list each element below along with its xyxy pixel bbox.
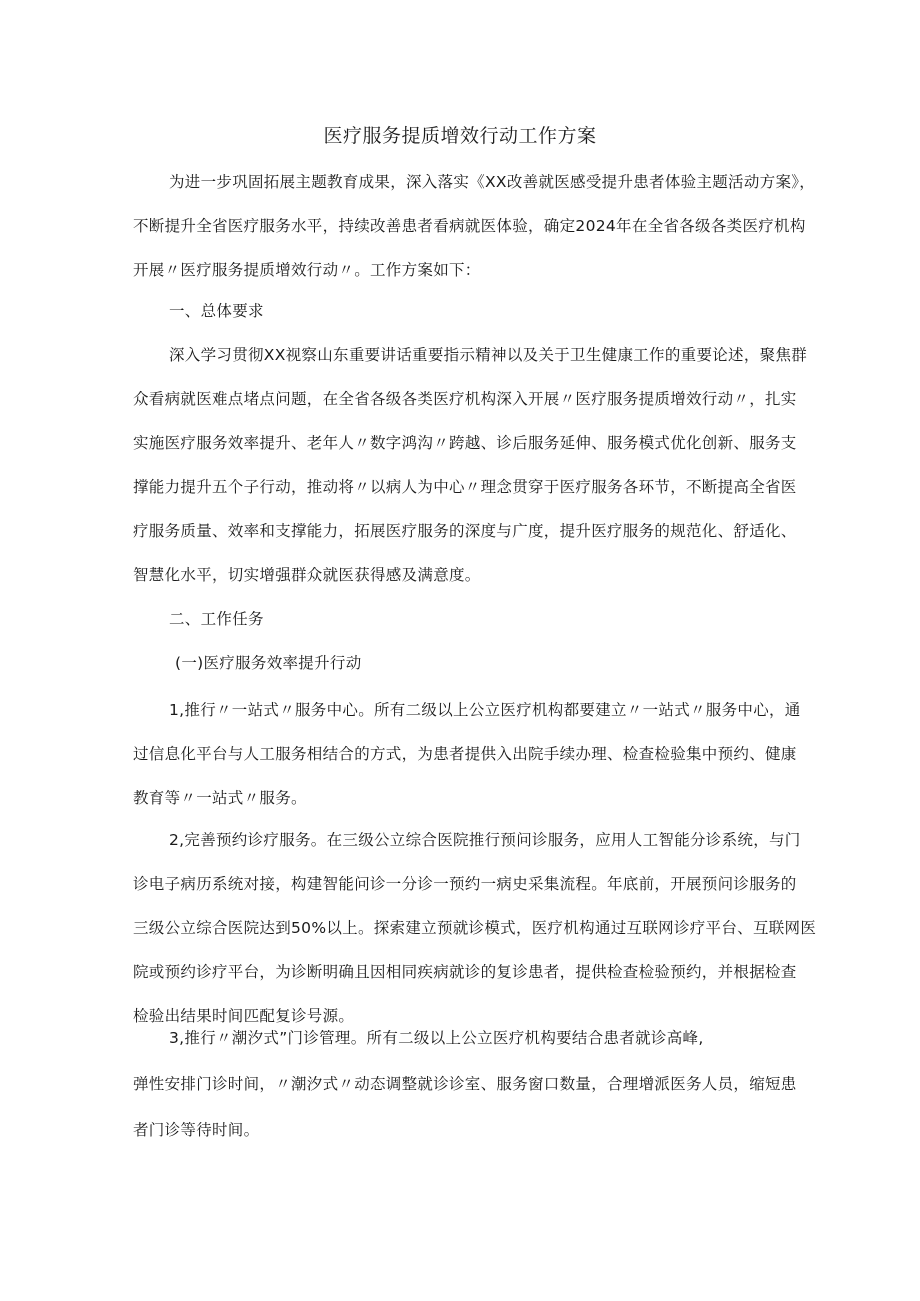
text-line: 实施医疗服务效率提升、老年人〃数字鸿沟〃跨越、诊后服务延伸、服务模式优化创新、服务支 [133,434,797,452]
item-1-paragraph [133,688,813,820]
text-line: 检验出结果时间匹配复诊号源。 [133,1007,355,1025]
text-line: 诊电子病历系统对接，构建智能问诊一分诊一预约一病史采集流程。年底前，开展预问诊服务的 [133,875,797,893]
text-line: 众看病就医难点堵点问题，在全省各级各类医疗机构深入开展〃医疗服务提质增效行动〃，扎实 [133,390,797,408]
text-line: 2,完善预约诊疗服务。在三级公立综合医院推行预问诊服务，应用人工智能分诊系统，与门 [169,831,801,849]
text-line: 疗服务质量、效率和支撑能力，拓展医疗服务的深度与广度，提升医疗服务的规范化、舒适化、 [133,522,797,540]
text-line: 智慧化水平，切实增强群众就医获得感及满意度。 [133,566,481,584]
text-line: 者门诊等待时间。 [133,1121,260,1139]
page-title: 医疗服务提质增效行动工作方案 [323,125,597,147]
item-3-paragraph [133,1016,813,1154]
text-line: 三级公立综合医院达到50%以上。探索建立预就诊模式，医疗机构通过互联网诊疗平台、互联网医 [133,919,817,937]
text-line: 院或预约诊疗平台，为诊断明确且因相同疾病就诊的复诊患者，提供检查检验预约，并根据检查 [133,963,797,981]
section-heading-general-requirements: 一、总体要求 [169,302,264,320]
text-line: 弹性安排门诊时间，〃潮汐式〃动态调整就诊诊室、服务窗口数量，合理增派医务人员，缩短患 [133,1075,797,1093]
item-2-paragraph [133,818,817,1038]
text-line: 1,推行〃一站式〃服务中心。所有二级以上公立医疗机构都要建立〃一站式〃服务中心，通 [169,701,801,719]
text-line: 3,推行〃潮汐式”门诊管理。所有二级以上公立医疗机构要结合患者就诊高峰, [169,1029,704,1047]
text-line: 教育等〃一站式〃服务。 [133,789,307,807]
section1-paragraph [133,333,813,597]
intro-paragraph [133,160,816,292]
subsection-heading-efficiency: (一)医疗服务效率提升行动 [175,654,362,672]
section-heading-work-tasks: 二、工作任务 [169,610,264,628]
text-line: 为进一步巩固拓展主题教育成果，深入落实《XX改善就医感受提升患者体验主题活动方案》， [169,173,816,191]
text-line: 开展〃医疗服务提质增效行动〃。工作方案如下： [133,261,481,279]
text-line: 过信息化平台与人工服务相结合的方式，为患者提供入出院手续办理、检查检验集中预约、健康 [133,745,797,763]
text-line: 不断提升全省医疗服务水平，持续改善患者看病就医体验，确定2024年在全省各级各类医疗机构 [133,217,806,235]
text-line: 撑能力提升五个子行动，推动将〃以病人为中心〃理念贯穿于医疗服务各环节，不断提高全省医 [133,478,797,496]
text-line: 深入学习贯彻XX视察山东重要讲话重要指示精神以及关于卫生健康工作的重要论述，聚焦群 [169,346,808,364]
